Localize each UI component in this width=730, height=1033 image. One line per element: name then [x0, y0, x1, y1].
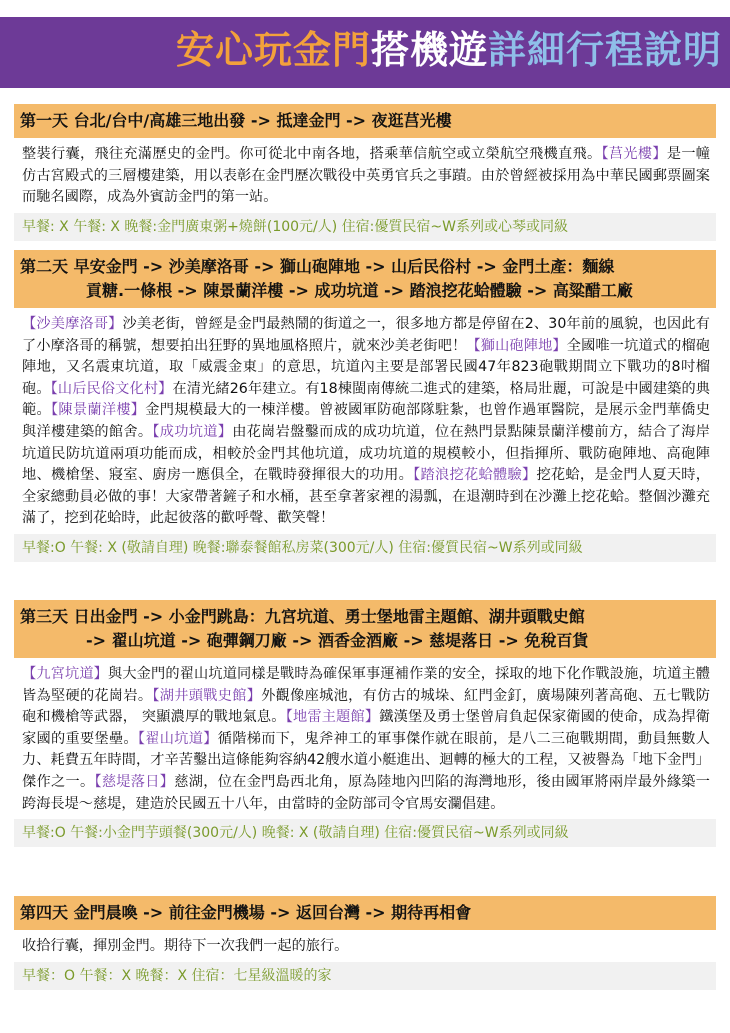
title-part-3: 詳細行程說明	[487, 28, 722, 72]
day-heading	[14, 104, 716, 138]
day-meals: 早餐:O 午餐: X (敬請自理) 晚餐:聯泰餐館私房菜(300元/人) 住宿:優質民宿~W系列或同級	[14, 534, 716, 562]
day-heading-line-2: 貢糖.一條根 -> 陳景蘭洋樓 -> 成功坑道 -> 踏浪挖花蛤體驗 -> 高粱醋工廠	[86, 281, 633, 300]
attraction-name: 【沙美摩洛哥】	[22, 316, 123, 332]
attraction-name: 【踏浪挖花蛤體驗】	[413, 467, 537, 484]
attraction-name: 【陳景蘭洋樓】	[50, 402, 146, 419]
description-text: 鐵漢堡及勇士堡曾肩負起保家衛國的使命，成為捍衛家國的重要堡壘。	[22, 709, 710, 747]
attraction-name: 【地雷主題館】	[285, 709, 380, 726]
day-heading	[14, 250, 716, 308]
day-heading-line-1: 第一天 台北/台中/高雄三地出發 -> 抵達金門 -> 夜逛莒光樓	[20, 111, 452, 130]
day-description	[14, 658, 716, 819]
attraction-name: 【慈堤落日】	[94, 773, 175, 790]
day-section-2	[14, 250, 716, 562]
day-section-3	[14, 600, 716, 847]
day-heading-line-1: 第二天 早安金門 -> 沙美摩洛哥 -> 獅山砲陣地 -> 山后民俗村 -> 金門土產：麵線	[20, 257, 615, 276]
day-meals: 早餐: X 午餐: X 晚餐:金門廣東粥+燒餅(100元/人) 住宿:優質民宿~W系列或心琴或同級	[14, 213, 716, 241]
description-text: 由花崗岩盤鑿而成的成功坑道，位在熱門景點陳景蘭洋樓前方，結合了海岸坑道民防坑道兩項功能而成，相較於金門其他坑道，成功坑道的規模較小，但指揮所、戰防砲陣地、高砲陣地、機槍堡、寢室、廚房一應俱全，在戰時發揮很大的功用。	[22, 423, 710, 484]
day-meals: 早餐：O 午餐：X 晚餐：X 住宿：七星級溫暖的家	[14, 962, 716, 990]
description-text: 慈湖，位在金門島西北角，原為陸地內凹陷的海灣地形，後由國軍將兩岸最外緣築一跨海長堤～慈堤，建造於民國五十八年，由當時的金防部司令官馬安瀾倡建。	[22, 773, 710, 812]
day-description	[14, 930, 716, 962]
day-section-4	[14, 896, 716, 990]
description-text: 與大金門的翟山坑道同樣是戰時為確保軍事運補作業的安全，採取的地下化作戰設施，坑道主體皆為堅硬的花崗岩。	[22, 666, 710, 704]
description-text: 整裝行囊，飛往充滿歷史的金門。你可從北中南各地，搭乘華信航空或立榮航空飛機直飛。	[22, 146, 602, 162]
description-text: 循階梯而下，鬼斧神工的軍事傑作就在眼前，是八二三砲戰期間，動員無數人力、耗費五年時間，才辛苦鑿出這條能夠容納42艘水道小艇進出、迴轉的極大的工程，又被譽為「地下金門」傑作之一。	[22, 730, 710, 790]
attraction-name: 【莒光樓】	[601, 146, 667, 162]
attraction-name: 【九宮坑道】	[22, 666, 109, 682]
description-text: 收拾行囊，揮別金門。期待下一次我們一起的旅行。	[22, 938, 349, 954]
day-description	[14, 308, 716, 534]
description-text: 全國唯一坑道式的榴砲陣地，又名震東坑道，取「威震金東」的意思，坑道內主要是部署民國47年823砲戰期間立下戰功的8吋榴砲。	[22, 337, 710, 397]
day-section-1	[14, 104, 716, 241]
title-part-1: 安心玩金門	[175, 28, 371, 72]
attraction-name: 【獅山砲陣地】	[466, 337, 567, 354]
description-text: 挖花蛤，是金門人夏天時，全家總動員必做的事！大家帶著鏟子和水桶，甚至拿著家裡的湯瓢，在退潮時到在沙灘上挖花蛤。整個沙灘充滿了，挖到花蛤時，此起彼落的歡呼聲、歡笑聲！	[22, 467, 710, 527]
attraction-name: 【湖井頭戰史館】	[152, 687, 262, 704]
day-meals: 早餐:O 午餐:小金門芋頭餐(300元/人) 晚餐: X (敬請自理) 住宿:優質民宿~W系列或同級	[14, 819, 716, 847]
header-top-strip	[0, 0, 730, 17]
day-heading	[14, 600, 716, 658]
day-heading	[14, 896, 716, 930]
day-heading-line-1: 第三天 日出金門 -> 小金門跳島：九宮坑道、勇士堡地雷主題館、湖井頭戰史館	[20, 607, 585, 626]
page-title	[0, 28, 722, 72]
description-text: 沙美老街，曾經是金門最熱鬧的街道之一，很多地方都是停留在2、30年前的風貌，也因此有了小摩洛哥的稱號，想要拍出狂野的異地風格照片，就來沙美老街吧！	[22, 316, 710, 354]
attraction-name: 【成功坑道】	[152, 423, 233, 440]
description-text: 金門規模最大的一棟洋樓。曾被國軍防砲部隊駐紮，也曾作過軍醫院，是展示金門華僑史與洋樓建築的館舍。	[22, 402, 710, 440]
day-description	[14, 138, 716, 213]
description-text: 在清光緒26年建立。有18棟閩南傳統二進式的建築，格局壯麗，可說是中國建築的典範。	[22, 380, 710, 419]
attraction-name: 【翟山坑道】	[137, 730, 218, 747]
day-heading-line-1: 第四天 金門晨喚 -> 前往金門機場 -> 返回台灣 -> 期待再相會	[20, 903, 472, 922]
description-text: 外觀像座城池，有仿古的城垛、紅門金釘，廣場陳列著高砲、五七戰防砲和機槍等武器， 突顯濃厚的戰地氣息。	[22, 687, 710, 726]
title-part-2: 搭機遊	[370, 28, 488, 72]
header-banner	[0, 0, 730, 88]
day-heading-line-2: -> 翟山坑道 -> 砲彈鋼刀廠 -> 酒香金酒廠 -> 慈堤落日 -> 免稅百貨	[86, 631, 589, 650]
description-text: 是一幢仿古宮殿式的三層樓建築，用以表彰在金門歷次戰役中英勇官兵之事蹟。由於曾經被採用為中華民國郵票圖案而馳名國際，成為外賓訪金門的第一站。	[22, 146, 710, 206]
attraction-name: 【山后民俗文化村】	[50, 380, 173, 397]
